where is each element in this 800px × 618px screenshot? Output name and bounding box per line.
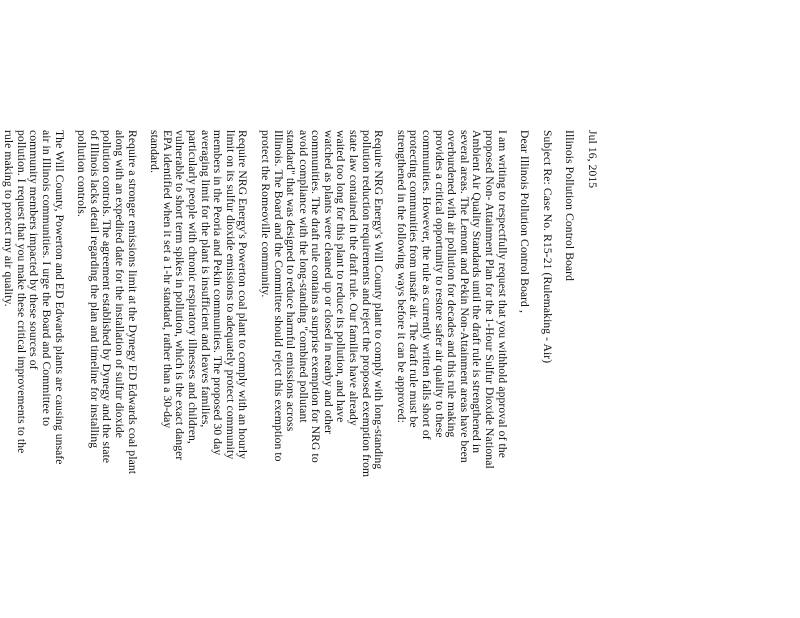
text-line: protecting communities from unsafe air. The draft rule must be <box>407 130 421 428</box>
text-line: strengthened in the following ways before it can be approved: <box>394 130 408 423</box>
text-line: rule making to protect my air quality. <box>2 130 16 307</box>
text-line: proposed Non- Attainment Plan for the 1-Hour Sulfur Dioxide National <box>483 130 497 469</box>
paragraph-will-county <box>258 130 384 618</box>
text-line: Require NRG Energy's Will County plant to comply with long-standing <box>372 130 386 470</box>
text-line: of Illinois lacks detail regarding the plan and timeline for installing <box>87 130 101 449</box>
text-line: pollution controls. The agreement established by Dynegy and the state <box>100 130 114 464</box>
text-line: overburdened with air pollution for decades and this rule making <box>445 130 459 438</box>
letter-body <box>2 130 599 618</box>
letter-recipient: Illinois Pollution Control Board <box>563 130 577 282</box>
text-line: particularly people with chronic respiratory illnesses and children, <box>185 130 199 444</box>
text-line: standard. <box>148 130 162 174</box>
text-line: I am writing to respectfully request that you withhold approval of the <box>495 130 509 459</box>
text-line: EPA identified when it set a 1-hr standard, rather than a 30-day <box>160 130 174 429</box>
text-line: Require a stronger emissions limit at the Dynegy ED Edwards coal plant <box>125 130 139 475</box>
text-line: avoid compliance with the long-standing "combined pollutant <box>296 130 310 423</box>
text-line: several areas. The Lemont and Pekin Non-Attainment areas have been <box>457 130 471 463</box>
text-line: standard" that was designed to reduce harmful emissions across <box>284 130 298 432</box>
text-line: communities. The draft rule contains a surprise exemption for NRG to <box>309 130 323 463</box>
text-line: Require NRG Energy's Powerton coal plant to comply with an hourly <box>236 130 250 460</box>
text-line: Ambient Air Quality Standards until the draft rule is strengthened in <box>470 130 484 454</box>
text-line: state law contained in the draft rule. Our families have already <box>347 130 361 426</box>
text-line: Illinois. The Board and the Committee should reject this exemption to <box>271 130 285 462</box>
text-line: protect the Romeoville community. <box>258 130 272 298</box>
text-line: provides a critical opportunity to restore safer air quality to these <box>432 130 446 438</box>
text-line: pollution. I request that you make these critical improvements to the <box>14 130 28 454</box>
letter-salutation: Dear Illinois Pollution Control Board , <box>518 130 532 313</box>
paragraph-intro <box>394 130 507 618</box>
text-line: members in the Peoria and Pekin communities. The proposed 30 day <box>211 130 225 456</box>
text-line: The Will County, Powerton and ED Edwards plants are causing unsafe <box>52 130 66 465</box>
text-line: limit on its sulfur dioxide emissions to adequately protect community <box>223 130 237 460</box>
text-line: pollution controls. <box>75 130 89 217</box>
text-line: averaging limit for the plant is insufficient and leaves families, <box>198 130 212 428</box>
text-line: pollution reduction requirements and reject the proposed exemption from <box>359 130 373 478</box>
text-line: vulnerable to short term spikes in pollution, which is the exact danger <box>173 130 187 461</box>
paragraph-conclusion <box>2 130 65 618</box>
text-line: along with an expedited date for the installation of sulfur dioxide <box>113 130 126 439</box>
paragraph-powerton <box>148 130 249 618</box>
text-line: community members impacted by these sources of <box>27 130 41 370</box>
paragraph-ed-edwards <box>75 130 138 618</box>
text-line: watched as plants were cleaned up or closed in nearby and other <box>321 130 335 435</box>
text-line: waited too long for this plant to reduce its pollution, and have <box>334 130 348 423</box>
letter-subject: Subject Re: Case No. R15-21 (Rulemaking - Air) <box>540 130 554 364</box>
text-line: communities. However, the rule as currently written falls short of <box>420 130 434 440</box>
letter-date: Jul 16, 2015 <box>586 130 599 189</box>
text-line: air in Illinois communities. I urge the Board and Committee to <box>40 130 54 427</box>
